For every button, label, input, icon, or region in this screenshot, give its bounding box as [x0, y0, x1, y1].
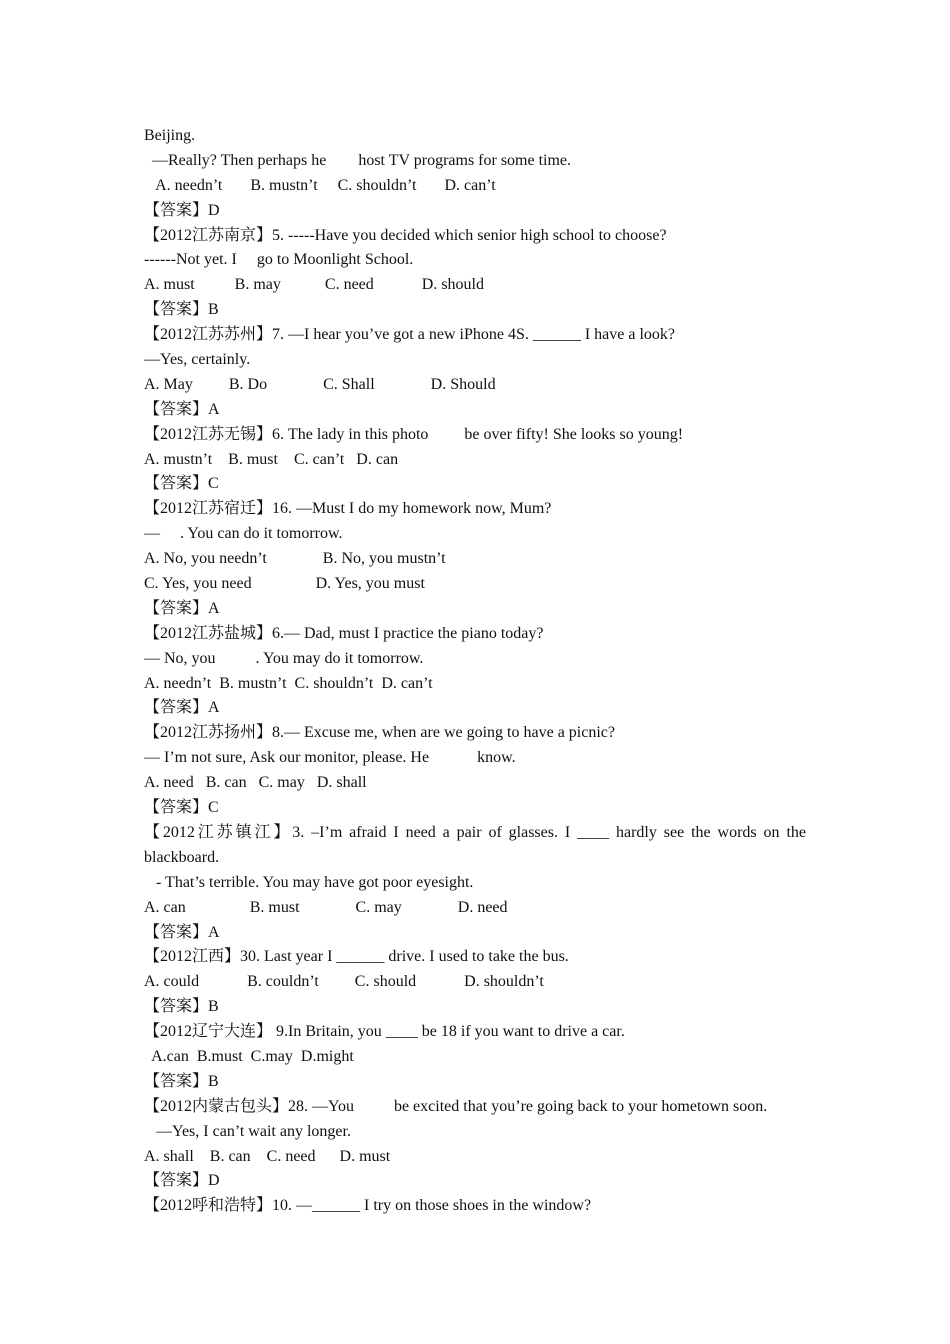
text-line: —Yes, I can’t wait any longer.: [144, 1122, 351, 1140]
text-line: —Really? Then perhaps he host TV programs for some time.: [144, 151, 572, 169]
text-line: 【2012江苏扬州】8.— Excuse me, when are we going to have a picnic?: [144, 724, 615, 742]
text-line: A. needn’t B. mustn’t C. shouldn’t D. can’t: [144, 176, 496, 194]
text-line: 【答案】A: [144, 923, 220, 941]
text-line: 【2012江苏盐城】6.— Dad, must I practice the piano today?: [144, 624, 544, 642]
text-line: Beijing.: [144, 127, 196, 144]
text-line: A. can B. must C. may D. need: [144, 898, 508, 916]
text-line: 【答案】B: [144, 301, 219, 319]
text-line: 【2012江苏宿迁】16. —Must I do my homework now, Mum?: [144, 500, 552, 518]
text-line: A. must B. may C. need D. should: [144, 276, 484, 294]
text-line: - That’s terrible. You may have got poor eyesight.: [144, 873, 474, 891]
text-line: 【答案】A: [144, 599, 220, 617]
document-page: [144, 124, 806, 1219]
text-line: 【答案】B: [144, 998, 219, 1016]
text-line: 【2012江苏无锡】6. The lady in this photo be over fifty! She looks so young!: [144, 425, 684, 443]
text-line: 【2012江西】30. Last year I ______ drive. I used to take the bus.: [144, 948, 569, 966]
text-line: A. shall B. can C. need D. must: [144, 1147, 391, 1165]
text-line: ------Not yet. I go to Moonlight School.: [144, 251, 414, 269]
text-line: 【答案】A: [144, 699, 220, 717]
text-line: A.can B.must C.may D.might: [144, 1047, 354, 1065]
text-line: 【2012江苏镇江】3. –I’m afraid I need a pair of glasses. I ____ hardly see the words on the: [144, 823, 806, 841]
text-line: A. No, you needn’t B. No, you mustn’t: [144, 550, 446, 568]
text-line: 【2012江苏苏州】7. —I hear you’ve got a new iPhone 4S. ______ I have a look?: [144, 326, 676, 344]
text-line: —Yes, certainly.: [144, 351, 251, 369]
text-line: 【答案】D: [144, 201, 220, 219]
text-line: 【2012内蒙古包头】28. —You be excited that you’re going back to your hometown soon.: [144, 1097, 768, 1115]
text-line: A. could B. couldn’t C. should D. shouldn’t: [144, 973, 544, 991]
text-line: C. Yes, you need D. Yes, you must: [144, 575, 425, 593]
text-line: 【2012呼和浩特】10. —______ I try on those shoes in the window?: [144, 1197, 592, 1215]
text-line: — . You can do it tomorrow.: [144, 525, 343, 543]
text-line: 【答案】C: [144, 799, 219, 817]
text-line: 【答案】A: [144, 400, 220, 418]
text-line: 【答案】D: [144, 1172, 220, 1190]
text-line: blackboard.: [144, 848, 220, 866]
text-line: 【2012辽宁大连】 9.In Britain, you ____ be 18 if you want to drive a car.: [144, 1023, 625, 1041]
text-line: 【答案】C: [144, 475, 219, 493]
text-line: — I’m not sure, Ask our monitor, please. He know.: [144, 749, 516, 767]
text-line: A. mustn’t B. must C. can’t D. can: [144, 450, 399, 468]
text-line: A. May B. Do C. Shall D. Should: [144, 375, 496, 393]
text-line: A. need B. can C. may D. shall: [144, 774, 367, 792]
text-line: — No, you . You may do it tomorrow.: [144, 649, 424, 667]
text-line: 【2012江苏南京】5. -----Have you decided which senior high school to choose?: [144, 226, 667, 244]
text-line: 【答案】B: [144, 1072, 219, 1090]
text-line: A. needn’t B. mustn’t C. shouldn’t D. can’t: [144, 674, 433, 692]
